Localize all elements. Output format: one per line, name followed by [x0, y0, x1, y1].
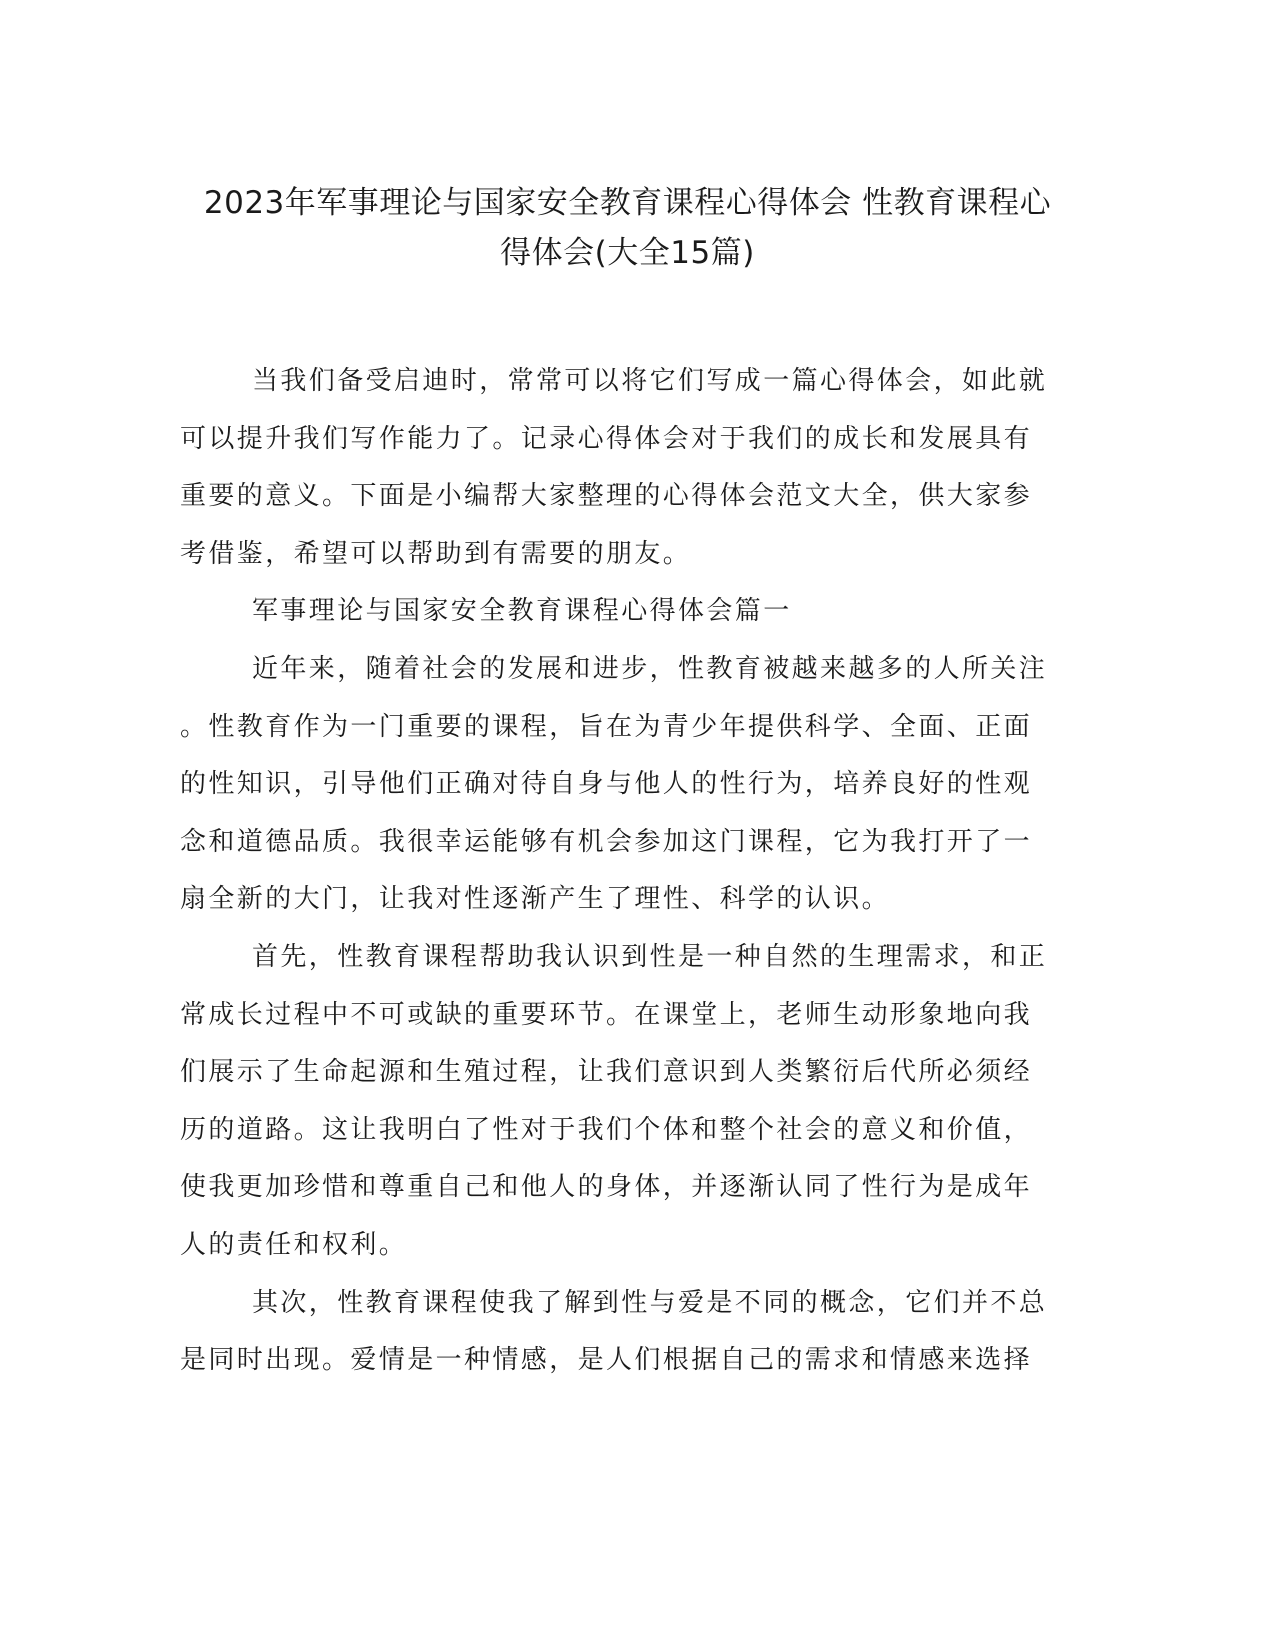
body-text-line: 近年来，随着社会的发展和进步，性教育被越来越多的人所关注	[252, 653, 1048, 684]
body-text-line: 是同时出现。爱情是一种情感，是人们根据自己的需求和情感来选择	[180, 1345, 1033, 1376]
body-text-line: 。性教育作为一门重要的课程，旨在为青少年提供科学、全面、正面	[180, 711, 1033, 742]
body-text-line: 历的道路。这让我明白了性对于我们个体和整个社会的意义和价值，	[180, 1114, 1033, 1145]
title-line: 2023年军事理论与国家安全教育课程心得体会 性教育课程心	[203, 185, 1052, 221]
body-text-line: 军事理论与国家安全教育课程心得体会篇一	[252, 596, 792, 627]
body-text-line: 念和道德品质。我很幸运能够有机会参加这门课程，它为我打开了一	[180, 826, 1033, 857]
body-text-line: 首先，性教育课程帮助我认识到性是一种自然的生理需求，和正	[252, 941, 1048, 972]
body-text-line: 们展示了生命起源和生殖过程，让我们意识到人类繁衍后代所必须经	[180, 1057, 1033, 1088]
title-line: 得体会(大全15篇)	[500, 235, 755, 271]
body-text-line: 当我们备受启迪时，常常可以将它们写成一篇心得体会，如此就	[252, 366, 1048, 396]
body-text-line: 重要的意义。下面是小编帮大家整理的心得体会范文大全，供大家参	[180, 481, 1033, 512]
body-text-line: 扇全新的大门，让我对性逐渐产生了理性、科学的认识。	[180, 884, 891, 915]
document-body	[180, 353, 1080, 1390]
body-text-line: 使我更加珍惜和尊重自己和他人的身体，并逐渐认同了性行为是成年	[180, 1172, 1033, 1203]
body-text-line: 可以提升我们写作能力了。记录心得体会对于我们的成长和发展具有	[180, 423, 1033, 454]
body-text-line: 的性知识，引导他们正确对待自身与他人的性行为，培养良好的性观	[180, 769, 1033, 800]
body-text-line: 其次，性教育课程使我了解到性与爱是不同的概念，它们并不总	[252, 1287, 1048, 1318]
body-text-line: 常成长过程中不可或缺的重要环节。在课堂上，老师生动形象地向我	[180, 999, 1033, 1030]
body-text-line: 人的责任和权利。	[180, 1229, 408, 1260]
body-text-line: 考借鉴，希望可以帮助到有需要的朋友。	[180, 538, 692, 569]
document-title	[180, 178, 1075, 278]
